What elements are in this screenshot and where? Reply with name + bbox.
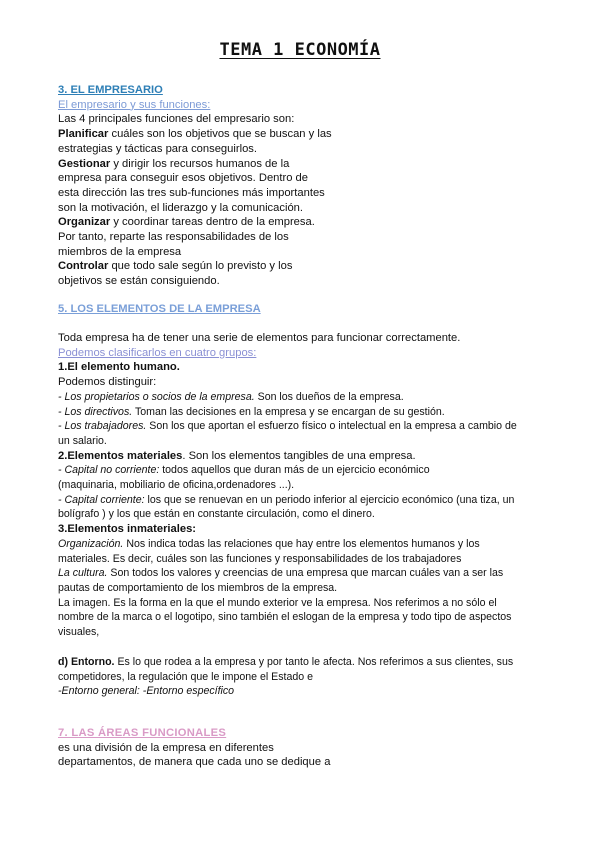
- section-heading: 7. LAS ÁREAS FUNCIONALES: [58, 727, 227, 739]
- section-entorno: [58, 655, 513, 699]
- paragraph: [58, 157, 332, 172]
- paragraph: [58, 655, 513, 670]
- term: Controlar: [58, 260, 109, 273]
- paragraph: departamentos, de manera que cada uno se dedique a: [58, 756, 331, 769]
- paragraph: objetivos se están consiguiendo.: [58, 275, 220, 288]
- text: Es lo que rodea a la empresa y por tanto le afecta. Nos referimos a sus clientes, sus: [114, 656, 514, 668]
- paragraph: Por tanto, reparte las responsabilidades de los: [58, 231, 289, 244]
- paragraph: miembros de la empresa: [58, 245, 182, 258]
- group-title: d) Entorno.: [58, 656, 115, 668]
- text: que todo sale según lo previsto y los: [108, 260, 293, 273]
- list-item: [58, 566, 517, 581]
- paragraph: [58, 449, 517, 464]
- section-subheading: El empresario y sus funciones:: [58, 98, 211, 111]
- paragraph: competidores, la regulación que le impone el Estado e: [58, 670, 313, 683]
- paragraph: pautas de comportamiento de los miembros de la empresa.: [58, 581, 338, 594]
- paragraph: Podemos distinguir:: [58, 376, 157, 389]
- term: Planificar: [58, 128, 109, 141]
- section-empresario: [58, 83, 332, 289]
- list-item: [58, 463, 517, 478]
- paragraph: estrategias y tácticas para conseguirlos.: [58, 142, 257, 155]
- term: Gestionar: [58, 157, 111, 170]
- paragraph: [58, 259, 332, 274]
- section-subheading: Podemos clasificarlos en cuatro grupos:: [58, 346, 257, 359]
- group-title: 3.Elementos inmateriales:: [58, 523, 197, 536]
- term: - Los trabajadores.: [58, 420, 147, 433]
- page-title: TEMA 1 ECONOMÍA: [219, 40, 381, 60]
- paragraph: (maquinaria, mobiliario de oficina,ordenadores ...).: [58, 479, 295, 492]
- paragraph: Las 4 principales funciones del empresario son:: [58, 113, 295, 126]
- section-heading: 5. LOS ELEMENTOS DE LA EMPRESA: [58, 303, 261, 315]
- text: cuáles son los objetivos que se buscan y las: [108, 128, 332, 141]
- text: Son los que aportan el esfuerzo físico o intelectual en la empresa a cambio de: [146, 420, 517, 433]
- text: y dirigir los recursos humanos de la: [110, 157, 290, 170]
- list-item: [58, 493, 517, 508]
- list-item: [58, 537, 517, 552]
- group-title: 2.Elementos materiales: [58, 449, 183, 462]
- paragraph: son la motivación, el liderazgo y la comunicación.: [58, 201, 304, 214]
- term: La cultura.: [58, 567, 108, 580]
- term: - Capital no corriente:: [58, 464, 160, 477]
- text: Toman las decisiones en la empresa y se encargan de su gestión.: [132, 405, 445, 418]
- text: y coordinar tareas dentro de la empresa.: [110, 216, 315, 229]
- section-heading: 3. EL EMPRESARIO: [58, 84, 163, 96]
- group-title: 1.El elemento humano.: [58, 361, 180, 374]
- text: los que se renuevan en un periodo inferior al ejercicio económico (una tiza, un: [144, 493, 515, 506]
- paragraph: [58, 215, 332, 230]
- paragraph: empresa para conseguir esos objetivos. Dentro de: [58, 172, 308, 185]
- paragraph: La imagen. Es la forma en la que el mundo exterior ve la empresa. Nos referimos a no sólo el: [58, 596, 497, 609]
- term: Organización.: [58, 537, 124, 550]
- paragraph: un salario.: [58, 434, 107, 447]
- section-elementos: [58, 302, 261, 317]
- section-areas: [58, 726, 330, 770]
- text: . Son los elementos tangibles de una empresa.: [182, 449, 416, 462]
- text: todos aquellos que duran más de un ejercicio económico: [159, 464, 430, 477]
- paragraph: [58, 127, 332, 142]
- list-item: [58, 405, 517, 420]
- paragraph: es una división de la empresa en diferentes: [58, 741, 274, 754]
- paragraph: Toda empresa ha de tener una serie de elementos para funcionar correctamente.: [58, 332, 461, 344]
- term: Organizar: [58, 216, 111, 229]
- term: - Los propietarios o socios de la empresa.: [58, 390, 255, 403]
- paragraph: visuales,: [58, 626, 100, 639]
- list-item: [58, 390, 517, 405]
- text: Son los dueños de la empresa.: [254, 390, 404, 403]
- section-elementos-body: [58, 331, 517, 640]
- paragraph: esta dirección las tres sub-funciones más importantes: [58, 186, 325, 199]
- paragraph: -Entorno general: -Entorno específico: [58, 685, 235, 698]
- term: - Los directivos.: [58, 405, 133, 418]
- paragraph: materiales. Es decir, cuáles son las funciones y responsabilidades de los trabajadores: [58, 552, 462, 565]
- paragraph: nombre de la marca o el logotipo, sino también el eslogan de la empresa y todo tipo de aspectos: [58, 611, 512, 624]
- paragraph: bolígrafo ) y los que están en constante circulación, como el dinero.: [58, 508, 375, 521]
- text: Son todos los valores y creencias de una empresa que marcan cuáles van a ser las: [107, 567, 504, 580]
- list-item: [58, 419, 517, 434]
- term: - Capital corriente:: [58, 493, 145, 506]
- text: Nos indica todas las relaciones que hay entre los elementos humanos y los: [123, 537, 480, 550]
